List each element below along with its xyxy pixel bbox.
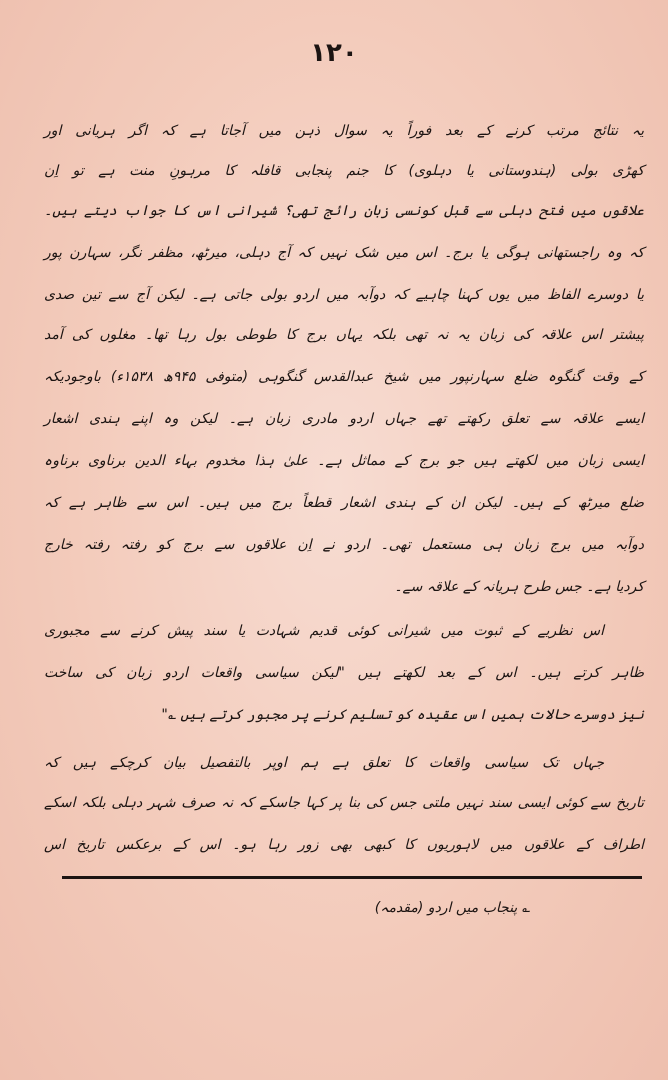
- text-line: ایسی زبان میں لکھتے ہیں جو برج کے مماثل ہے۔ علیٰ ہذا مخدوم بہاء الدین برناوی برناوہ: [44, 453, 644, 469]
- text-line: یہ نتائج مرتب کرنے کے بعد فوراً یہ سوال ذہن میں آجاتا ہے کہ اگر ہریانی اور: [44, 123, 644, 139]
- text-line: یا دوسرے الفاظ میں یوں کہنا چاہیے کہ دوآبہ میں اردو بولی جاتی ہے۔ لیکن آج سے تین صدی: [44, 287, 644, 303]
- paragraph-start-line: اس نظریے کے ثبوت میں شیرانی کوئی قدیم شہادت یا سند پیش کرنے سے مجبوری: [44, 623, 604, 639]
- text-line: علاقوں میں فتح دہلی سے قبل کونسی زبان رائج تھی؟ شیرانی اس کا جواب دیتے ہیں۔: [44, 203, 644, 219]
- text-line: پیشتر اس علاقہ کی زبان یہ نہ تھی بلکہ یہاں برج کا طوطی بول رہا تھا۔ مغلوں کی آمد: [44, 327, 644, 343]
- text-line: ایسے علاقہ سے تعلق رکھتے تھے جہاں اردو مادری زبان ہے۔ لیکن وہ اپنے ہندی اشعار: [44, 411, 644, 427]
- text-line: کے وقت گنگوہ ضلع سہارنپور میں شیخ عبدالقدس گنگوہی (متوفی ۹۴۵ھ ۱۵۳۸ء) باوجودیکہ: [44, 369, 644, 385]
- text-line: اطراف کے علاقوں میں لاہوریوں کا کبھی بھی زور رہا ہو۔ اس کے برعکس تاریخ اس: [44, 837, 644, 853]
- page-number: ۱۲۰: [310, 38, 358, 68]
- text-line: کردیا ہے۔ جس طرح ہریانہ کے علاقہ سے۔: [394, 579, 644, 595]
- text-line: ضلع میرٹھ کے ہیں۔ لیکن ان کے ہندی اشعار قطعاً برج میں ہیں۔ اس سے ظاہر ہے کہ: [44, 495, 644, 511]
- footnote: ؎ پنجاب میں اردو (مقدمہ): [374, 900, 530, 916]
- paragraph-start-line: جہاں تک سیاسی واقعات کا تعلق ہے ہم اوپر بالتفصیل بیان کرچکے ہیں کہ: [44, 755, 604, 771]
- text-line: کہ وہ راجستھانی ہوگی یا برج۔ اس میں شک نہیں کہ آج دہلی، میرٹھ، مظفر نگر، سہارن پور: [44, 245, 644, 261]
- text-line: تاریخ سے کوئی ایسی سند نہیں ملتی جس کی بنا پر کہا جاسکے کہ نہ صرف شہر دہلی بلکہ اسکے: [44, 795, 644, 811]
- text-line: نیز دوسرے حالات ہمیں اس عقیدہ کو تسلیم کرنے پر مجبور کرتے ہیں ؎": [161, 707, 644, 723]
- text-line: ظاہر کرتے ہیں۔ اس کے بعد لکھتے ہیں "لیکن سیاسی واقعات اردو زبان کی ساخت: [44, 665, 644, 681]
- footnote-divider: [62, 876, 642, 879]
- text-line: دوآبہ میں برج زبان ہی مستعمل تھی۔ اردو نے اِن علاقوں سے برج کو رفتہ رفتہ خارج: [44, 537, 644, 553]
- text-line: کھڑی بولی (ہندوستانی یا دہلوی) کا جنم پنجابی قافلہ کا مرہونِ منت ہے تو اِن: [44, 163, 644, 179]
